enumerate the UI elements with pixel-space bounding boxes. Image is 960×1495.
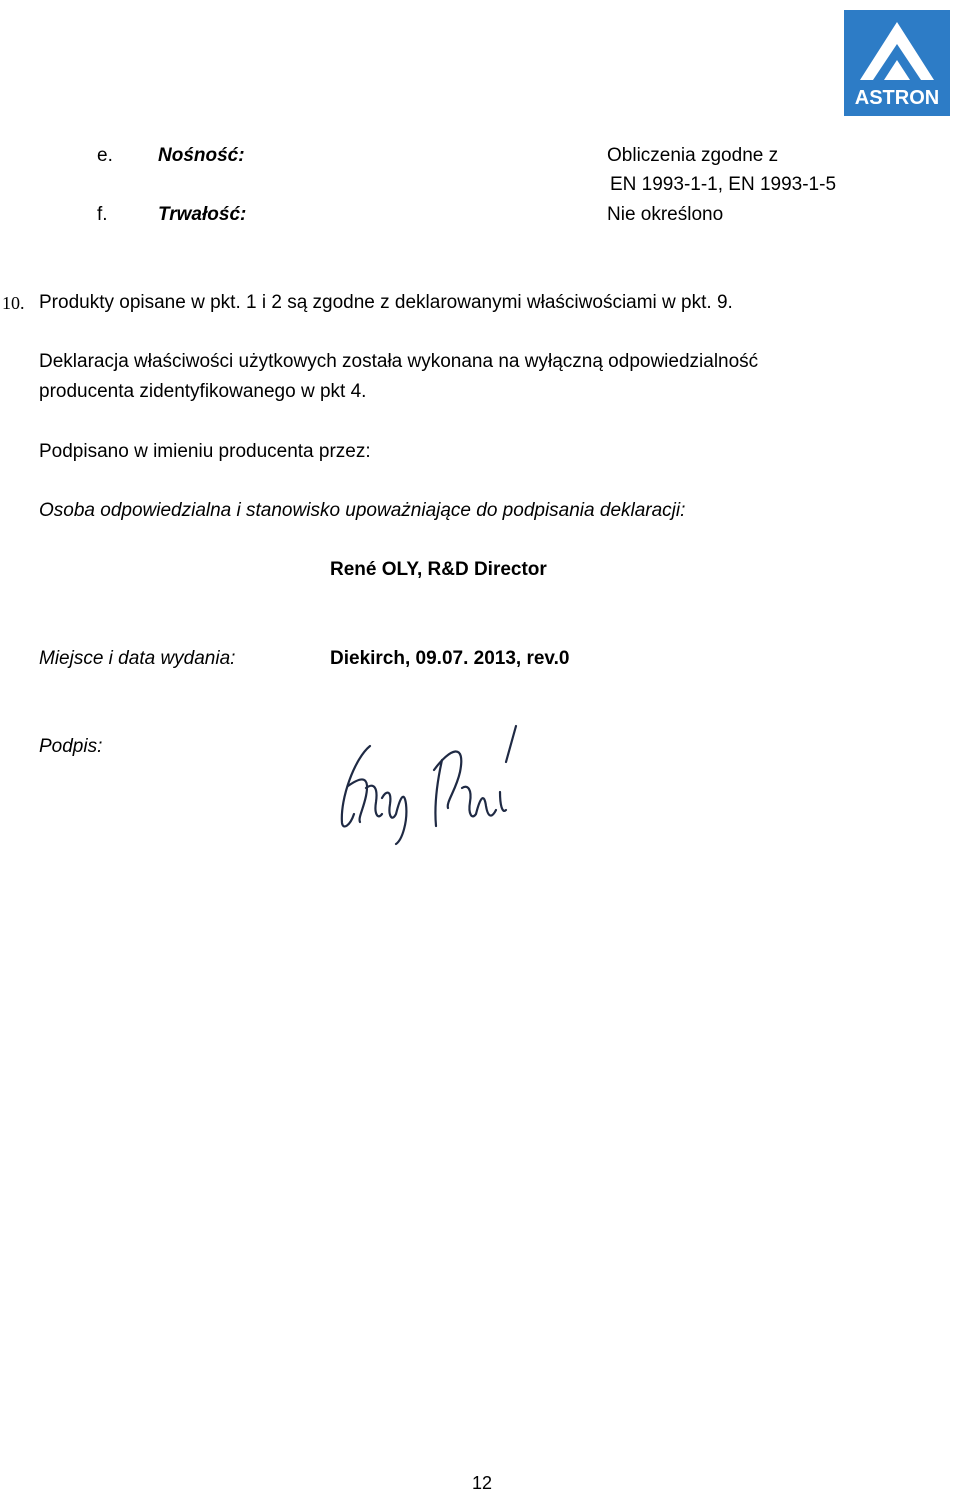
- responsible-person: René OLY, R&D Director: [330, 559, 547, 580]
- astron-logo: [844, 10, 950, 116]
- section-number: 10.: [2, 293, 25, 313]
- logo-text: ASTRON: [854, 87, 940, 109]
- section-text: Produkty opisane w pkt. 1 i 2 są zgodne z deklarowanymi właściwościami w pkt. 9.: [39, 292, 733, 313]
- place-date-label: Miejsce i data wydania:: [39, 648, 236, 669]
- declaration-line: producenta zidentyfikowanego w pkt 4.: [39, 381, 367, 402]
- page-number: 12: [472, 1473, 493, 1493]
- property-value-line: Nie określono: [607, 204, 724, 225]
- signed-by-text: Podpisano w imieniu producenta przez:: [39, 441, 371, 462]
- declaration-line: Deklaracja właściwości użytkowych została wykonana na wyłączną odpowiedzialność: [39, 351, 759, 372]
- property-letter-e: e.: [97, 145, 113, 166]
- signature-label: Podpis:: [39, 736, 103, 757]
- property-label-durability: Trwałość:: [158, 204, 247, 225]
- property-value-line: EN 1993-1-1, EN 1993-1-5: [610, 174, 837, 195]
- property-letter-f: f.: [97, 204, 108, 225]
- signature-image: [330, 718, 530, 848]
- responsible-label: Osoba odpowiedzialna i stanowisko upoważniające do podpisania deklaracji:: [39, 500, 686, 521]
- place-date-value: Diekirch, 09.07. 2013, rev.0: [330, 648, 570, 669]
- property-label-load-capacity: Nośność:: [158, 145, 245, 166]
- property-value-line: Obliczenia zgodne z: [607, 145, 779, 166]
